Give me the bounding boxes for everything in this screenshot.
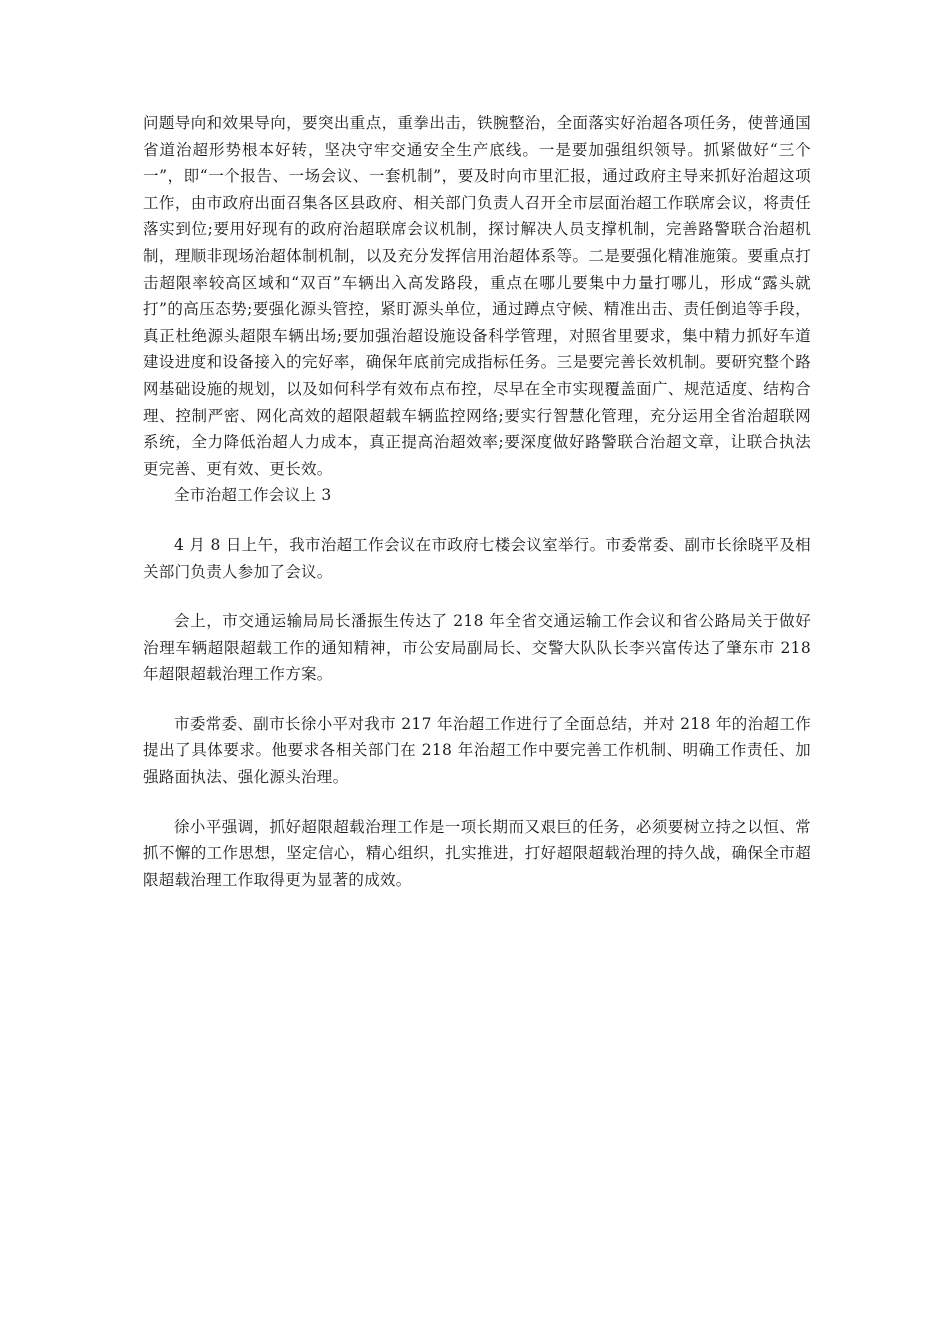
paragraph-meeting-reports: 会上，市交通运输局局长潘振生传达了 218 年全省交通运输工作会议和省公路局关于做好治理车辆超限超载工作的通知精神，市公安局副局长、交警大队队长李兴富传达了肇东市 218 年超限超载治理工作方案。 — [143, 612, 811, 684]
paragraph-emphasis: 徐小平强调，抓好超限超载治理工作是一项长期而又艰巨的任务，必须要树立持之以恒、常抓不懈的工作思想，坚定信心，精心组织，扎实推进，打好超限超载治理的持久战，确保全市超限超载治理工作取得更为显著的成效。 — [143, 817, 811, 889]
paragraph-meeting-intro: 4 月 8 日上午，我市治超工作会议在市政府七楼会议室举行。市委常委、副市长徐晓平及相关部门负责人参加了会议。 — [143, 535, 811, 581]
document-page — [143, 110, 811, 893]
section-title: 全市治超工作会议上 3 — [174, 486, 332, 505]
paragraph-measures: 问题导向和效果导向，要突出重点，重拳出击，铁腕整治，全面落实好治超各项任务，使普通国省道治超形势根本好转，坚决守牢交通安全生产底线。一是要加强组织领导。抓紧做好“三个一”，即“一个报告、一场会议、一套机制”，要及时向市里汇报，通过政府主导来抓好治超这项工作，由市政府出面召集各区县政府、相关部门负责人召开全市层面治超工作联席会议，将责任落实到位;要用好现有的政府治超联席会议机制，探讨解决人员支撑机制，完善路警联合治超机制，理顺非现场治超体制机制，以及充分发挥信用治超体系等。二是要强化精准施策。要重点打击超限率较高区域和“双百”车辆出入高发路段，重点在哪儿要集中力量打哪儿，形成“露头就打”的高压态势;要强化源头管控，紧盯源头单位，通过蹲点守候、精准出击、责任倒追等手段，真正杜绝源头超限车辆出场;要加强治超设施设备科学管理，对照省里要求，集中精力抓好车道建设进度和设备接入的完好率，确保年底前完成指标任务。三是要完善长效机制。要研究整个路网基础设施的规划，以及如何科学有效布点布控，尽早在全市实现覆盖面广、规范适度、结构合理、控制严密、网化高效的超限超载车辆监控网络;要实行智慧化管理，充分运用全省治超联网系统，全力降低治超人力成本，真正提高治超效率;要深度做好路警联合治超文章，让联合执法更完善、更有效、更长效。 — [143, 114, 811, 478]
paragraph-summary-requirements: 市委常委、副市长徐小平对我市 217 年治超工作进行了全面总结，并对 218 年的治超工作提出了具体要求。他要求各相关部门在 218 年治超工作中要完善工作机制、明确工作责任、加强路面执法、强化源头治理。 — [143, 714, 811, 787]
